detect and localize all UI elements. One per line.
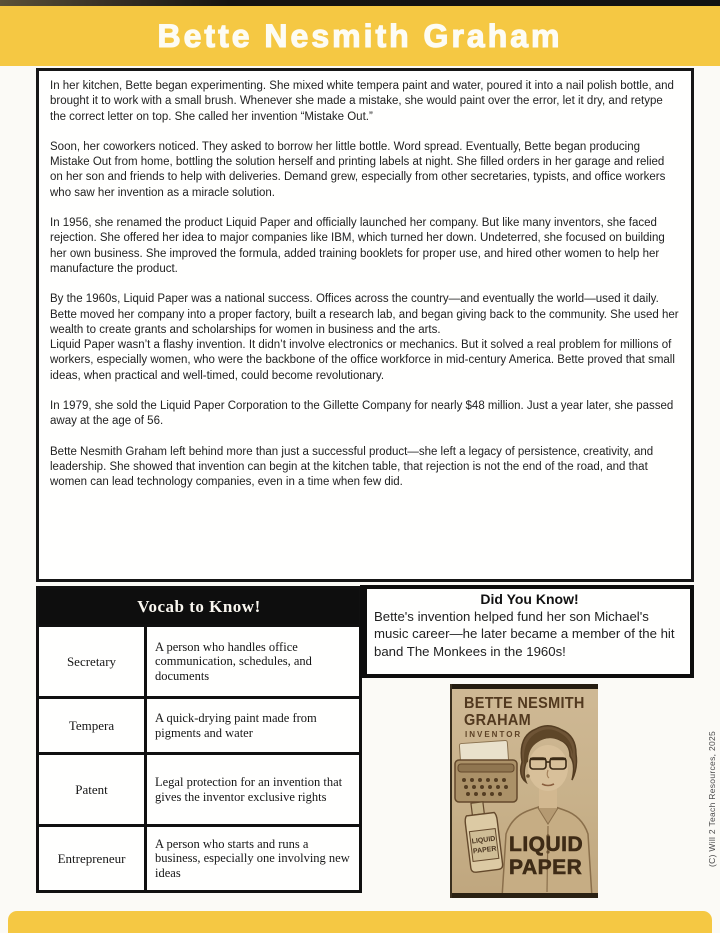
- vocab-table: [36, 586, 362, 893]
- copyright-text: (C) Will 2 Teach Resources, 2025: [707, 730, 717, 867]
- article-paragraph: In her kitchen, Bette began experimenting. She mixed white tempera paint and water, poured it into a nail polish bottle, and brought it to work with a small brush. Whenever she made a mistake, she would paint over the error, let it dry, and retype the correct letter on top. She called her invention “Mistake Out.”: [50, 80, 674, 123]
- vocab-definition: A quick-drying paint made from pigments and water: [146, 698, 361, 754]
- bottom-yellow-band: [8, 911, 712, 933]
- article-paragraph: By the 1960s, Liquid Paper was a national success. Offices across the country—and eventually the world—used it daily. Bette moved her company into a proper factory, built a research lab, and began giving back to the community. She used her wealth to create grants and scholarships for women in business and the arts.: [50, 293, 679, 336]
- bette-poster-image: [450, 684, 598, 898]
- vocab-term: Patent: [38, 754, 146, 826]
- poster-top-edge: [452, 684, 598, 689]
- svg-text:PAPER: PAPER: [472, 845, 497, 856]
- article-paragraph: In 1956, she renamed the product Liquid Paper and officially launched her company. But like many inventors, she faced rejection. She offered her idea to major companies like IBM, which turned her down. Undeterred, she focused on building her own business. She improved the formula, added training booklets for proper use, and hired other women to help her manufacture the product.: [50, 217, 665, 275]
- vocab-definition: Legal protection for an invention that gives the inventor exclusive rights: [146, 754, 361, 826]
- vocab-definition: A person who starts and runs a business, especially one involving new ideas: [146, 826, 361, 892]
- table-row: [38, 754, 361, 826]
- article-paragraph: Bette Nesmith Graham left behind more than just a successful product—she left a legacy of persistence, creativity, and leadership. She showed that invention can begin at the kitchen table, that rejection is not the end of the road, and that women can lead technology companies, even in a time when few did.: [50, 445, 654, 489]
- poster-bottom-edge: [452, 893, 598, 898]
- did-you-know-title: Did You Know!: [480, 591, 579, 607]
- poster-name-text: BETTE NESMITH GRAHAM: [464, 695, 585, 730]
- article-box: [36, 68, 694, 582]
- vocab-term: Entrepreneur: [38, 826, 146, 892]
- svg-text:LIQUID: LIQUID: [471, 835, 496, 846]
- poster-product-text: LIQUID PAPER: [509, 833, 584, 879]
- poster-role-text: INVENTOR: [465, 730, 523, 739]
- typewriter-icon: [455, 740, 517, 802]
- article-paragraph: Soon, her coworkers noticed. They asked to borrow her little bottle. Word spread. Eventually, Bette began producing Mistake Out from home, bottling the solution herself and printing labels at night. She filled orders in her garage and relied on her son and friends to help with deliveries. Demand grew, especially from other secretaries, typists, and office workers who saw her invention as a miracle solution.: [50, 140, 666, 199]
- vocab-term: Secretary: [38, 626, 146, 698]
- article-paragraph: Liquid Paper wasn’t a flashy invention. It didn’t involve electronics or mechanics. But it solved a real problem for millions of workers, especially women, who were the backbone of the office workforce in mid-century America. Bette proved that small ideas, when practical and well-timed, could become revolutionary.: [50, 339, 675, 382]
- table-row: [38, 626, 361, 698]
- article-paragraph: In 1979, she sold the Liquid Paper Corporation to the Gillette Company for nearly $48 million. Just a year later, she passed away at the age of 56.: [50, 400, 674, 428]
- did-you-know-body: Bette's invention helped fund her son Michael's music career—he later became a member of the hit band The Monkees in the 1960s!: [374, 609, 675, 659]
- header-band: [0, 6, 720, 66]
- table-row: [38, 698, 361, 754]
- did-you-know-box: [360, 585, 694, 678]
- page-title: Bette Nesmith Graham: [157, 17, 563, 54]
- table-row: [38, 826, 361, 892]
- vocab-definition: A person who handles office communication, schedules, and documents: [146, 626, 361, 698]
- liquid-paper-bottle-icon: [463, 800, 503, 872]
- vocab-term: Tempera: [38, 698, 146, 754]
- vocab-table-title: Vocab to Know!: [38, 588, 361, 626]
